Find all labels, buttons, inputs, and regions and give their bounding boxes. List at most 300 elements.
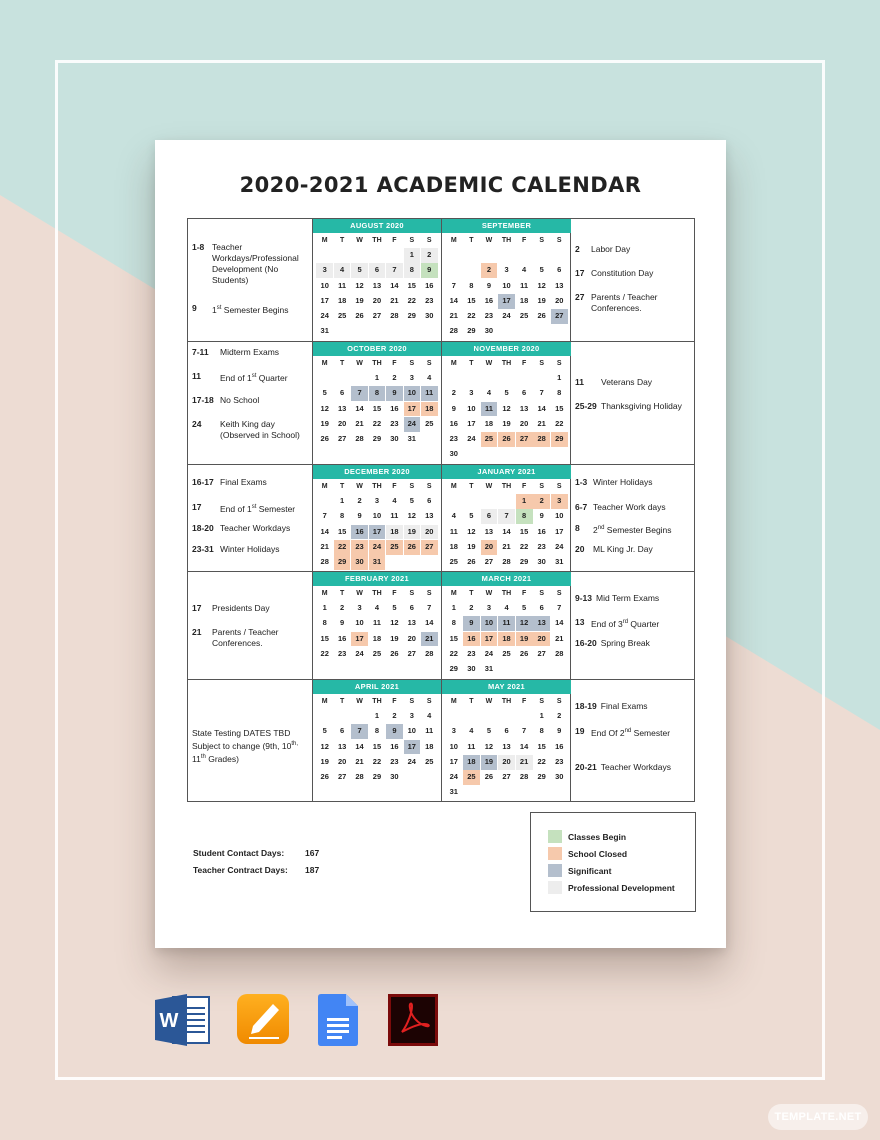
day-cell[interactable]: 16 <box>537 526 546 536</box>
day-cell[interactable]: 30 <box>555 772 564 782</box>
day-cell[interactable]: 12 <box>355 280 364 290</box>
day-cell[interactable]: 10 <box>372 511 382 521</box>
day-cell[interactable]: 17 <box>481 632 498 647</box>
day-cell[interactable]: 1 <box>404 248 421 263</box>
day-cell[interactable]: 26 <box>498 432 515 447</box>
day-cell[interactable]: 20 <box>519 418 529 428</box>
day-cell[interactable]: 6 <box>539 603 544 612</box>
day-cell[interactable]: 18 <box>498 632 515 647</box>
day-cell[interactable]: 1 <box>451 603 456 612</box>
day-cell[interactable]: 2 <box>357 496 362 505</box>
day-cell[interactable]: 11 <box>425 726 434 736</box>
day-cell[interactable]: 1 <box>374 711 380 720</box>
day-cell[interactable]: 14 <box>320 526 329 536</box>
day-cell[interactable]: 10 <box>481 616 498 631</box>
day-cell[interactable]: 14 <box>390 280 399 290</box>
day-cell[interactable]: 26 <box>390 648 399 658</box>
day-cell[interactable]: 20 <box>421 525 438 540</box>
day-cell[interactable]: 2 <box>392 373 397 382</box>
day-cell[interactable]: 28 <box>449 326 458 336</box>
day-cell[interactable]: 7 <box>557 603 562 612</box>
day-cell[interactable]: 16 <box>555 741 564 751</box>
day-cell[interactable]: 21 <box>537 418 546 428</box>
day-cell[interactable]: 9 <box>386 386 403 401</box>
day-cell[interactable]: 27 <box>407 648 416 658</box>
day-cell[interactable]: 16 <box>390 403 399 413</box>
day-cell[interactable]: 21 <box>555 633 564 643</box>
day-cell[interactable]: 10 <box>320 280 329 290</box>
day-cell[interactable]: 14 <box>519 741 529 751</box>
day-cell[interactable]: 29 <box>537 772 546 782</box>
day-cell[interactable]: 13 <box>484 526 494 536</box>
day-cell[interactable]: 16 <box>337 633 347 643</box>
day-cell[interactable]: 8 <box>451 618 456 628</box>
day-cell[interactable]: 29 <box>449 664 458 674</box>
day-cell[interactable]: 22 <box>372 756 382 766</box>
day-cell[interactable]: 27 <box>372 311 382 321</box>
day-cell[interactable]: 7 <box>351 386 368 401</box>
day-cell[interactable]: 29 <box>551 432 568 447</box>
day-cell[interactable]: 6 <box>340 726 345 736</box>
day-cell[interactable]: 18 <box>421 402 438 417</box>
day-cell[interactable]: 11 <box>467 741 476 751</box>
day-cell[interactable]: 5 <box>351 263 368 278</box>
day-cell[interactable]: 21 <box>421 632 438 647</box>
day-cell[interactable]: 29 <box>334 555 351 570</box>
day-cell[interactable]: 21 <box>355 418 364 428</box>
day-cell[interactable]: 15 <box>555 403 564 413</box>
day-cell[interactable]: 28 <box>533 432 550 447</box>
day-cell[interactable]: 27 <box>337 434 347 444</box>
day-cell[interactable]: 21 <box>320 541 329 551</box>
day-cell[interactable]: 14 <box>425 618 434 628</box>
day-cell[interactable]: 9 <box>463 616 480 631</box>
day-cell[interactable]: 10 <box>502 280 511 290</box>
day-cell[interactable]: 19 <box>404 525 421 540</box>
day-cell[interactable]: 8 <box>340 511 345 521</box>
day-cell[interactable]: 31 <box>407 434 416 444</box>
day-cell[interactable]: 12 <box>467 526 476 536</box>
day-cell[interactable]: 29 <box>372 772 382 782</box>
day-cell[interactable]: 24 <box>484 648 494 658</box>
day-cell[interactable]: 6 <box>557 265 562 275</box>
day-cell[interactable]: 5 <box>539 265 544 275</box>
day-cell[interactable]: 6 <box>481 509 498 524</box>
day-cell[interactable]: 3 <box>409 711 414 720</box>
day-cell[interactable]: 16 <box>484 295 494 305</box>
day-cell[interactable]: 6 <box>427 496 432 505</box>
day-cell[interactable]: 16 <box>390 741 399 751</box>
day-cell[interactable]: 16 <box>449 418 458 428</box>
day-cell[interactable]: 27 <box>537 648 546 658</box>
day-cell[interactable]: 15 <box>519 526 529 536</box>
day-cell[interactable]: 16 <box>463 632 480 647</box>
day-cell[interactable]: 2 <box>451 388 456 398</box>
day-cell[interactable]: 3 <box>486 603 492 612</box>
day-cell[interactable]: 22 <box>334 540 351 555</box>
day-cell[interactable]: 28 <box>519 772 529 782</box>
day-cell[interactable]: 3 <box>374 496 380 505</box>
day-cell[interactable]: 25 <box>425 418 434 428</box>
day-cell[interactable]: 22 <box>467 311 476 321</box>
day-cell[interactable]: 10 <box>407 726 416 736</box>
day-cell[interactable]: 16 <box>425 280 434 290</box>
day-cell[interactable]: 22 <box>449 648 458 658</box>
day-cell[interactable]: 8 <box>469 280 474 290</box>
day-cell[interactable]: 4 <box>427 373 432 382</box>
word-icon[interactable] <box>155 994 211 1046</box>
google-docs-icon[interactable] <box>318 994 360 1046</box>
day-cell[interactable]: 4 <box>486 388 492 398</box>
day-cell[interactable]: 30 <box>484 326 494 336</box>
day-cell[interactable]: 31 <box>369 555 386 570</box>
day-cell[interactable]: 30 <box>390 434 399 444</box>
day-cell[interactable]: 24 <box>320 311 329 321</box>
day-cell[interactable]: 20 <box>407 633 416 643</box>
day-cell[interactable]: 23 <box>484 311 494 321</box>
day-cell[interactable]: 23 <box>555 756 564 766</box>
day-cell[interactable]: 13 <box>502 741 511 751</box>
day-cell[interactable]: 19 <box>516 632 533 647</box>
day-cell[interactable]: 10 <box>555 511 564 521</box>
day-cell[interactable]: 20 <box>533 632 550 647</box>
day-cell[interactable]: 13 <box>337 403 347 413</box>
day-cell[interactable]: 30 <box>537 557 546 567</box>
day-cell[interactable]: 21 <box>355 756 364 766</box>
day-cell[interactable]: 5 <box>322 388 327 398</box>
day-cell[interactable]: 28 <box>355 434 364 444</box>
day-cell[interactable]: 30 <box>390 772 399 782</box>
day-cell[interactable]: 2 <box>469 603 474 612</box>
day-cell[interactable]: 27 <box>421 540 438 555</box>
day-cell[interactable]: 28 <box>390 311 399 321</box>
day-cell[interactable]: 23 <box>467 648 476 658</box>
day-cell[interactable]: 8 <box>539 726 544 736</box>
day-cell[interactable]: 11 <box>421 386 438 401</box>
day-cell[interactable]: 26 <box>320 434 329 444</box>
day-cell[interactable]: 6 <box>369 263 386 278</box>
day-cell[interactable]: 1 <box>374 373 380 382</box>
day-cell[interactable]: 20 <box>372 295 382 305</box>
day-cell[interactable]: 24 <box>369 540 386 555</box>
day-cell[interactable]: 15 <box>320 633 329 643</box>
day-cell[interactable]: 22 <box>407 295 416 305</box>
day-cell[interactable]: 20 <box>555 295 564 305</box>
day-cell[interactable]: 4 <box>451 511 456 521</box>
day-cell[interactable]: 12 <box>390 618 399 628</box>
day-cell[interactable]: 12 <box>502 403 511 413</box>
day-cell[interactable]: 27 <box>551 309 568 324</box>
day-cell[interactable]: 15 <box>407 280 416 290</box>
day-cell[interactable]: 4 <box>504 603 509 612</box>
day-cell[interactable]: 6 <box>522 388 527 398</box>
day-cell[interactable]: 8 <box>557 388 562 398</box>
day-cell[interactable]: 21 <box>516 755 533 770</box>
day-cell[interactable]: 27 <box>484 557 494 567</box>
day-cell[interactable]: 15 <box>449 633 458 643</box>
day-cell[interactable]: 5 <box>469 511 474 521</box>
day-cell[interactable]: 28 <box>320 557 329 567</box>
day-cell[interactable]: 1 <box>340 496 345 505</box>
day-cell[interactable]: 31 <box>555 557 564 567</box>
day-cell[interactable]: 15 <box>337 526 347 536</box>
day-cell[interactable]: 5 <box>486 726 492 736</box>
day-cell[interactable]: 19 <box>390 633 399 643</box>
day-cell[interactable]: 22 <box>372 418 382 428</box>
day-cell[interactable]: 4 <box>469 726 474 736</box>
day-cell[interactable]: 7 <box>522 726 527 736</box>
day-cell[interactable]: 18 <box>449 541 458 551</box>
day-cell[interactable]: 14 <box>555 618 564 628</box>
day-cell[interactable]: 8 <box>404 263 421 278</box>
day-cell[interactable]: 18 <box>463 755 480 770</box>
day-cell[interactable]: 20 <box>337 756 347 766</box>
day-cell[interactable]: 13 <box>425 511 434 521</box>
day-cell[interactable]: 13 <box>519 403 529 413</box>
day-cell[interactable]: 9 <box>557 726 562 736</box>
day-cell[interactable]: 25 <box>386 540 403 555</box>
day-cell[interactable]: 25 <box>337 311 347 321</box>
day-cell[interactable]: 26 <box>537 311 546 321</box>
day-cell[interactable]: 30 <box>351 555 368 570</box>
day-cell[interactable]: 22 <box>537 756 546 766</box>
day-cell[interactable]: 4 <box>522 265 527 275</box>
day-cell[interactable]: 2 <box>392 711 397 720</box>
day-cell[interactable]: 3 <box>316 263 333 278</box>
day-cell[interactable]: 2 <box>533 494 550 509</box>
day-cell[interactable]: 25 <box>519 311 529 321</box>
day-cell[interactable]: 3 <box>409 373 414 382</box>
day-cell[interactable]: 21 <box>449 311 458 321</box>
day-cell[interactable]: 23 <box>337 648 347 658</box>
day-cell[interactable]: 6 <box>340 388 345 398</box>
day-cell[interactable]: 31 <box>484 664 494 674</box>
day-cell[interactable]: 30 <box>467 664 476 674</box>
day-cell[interactable]: 25 <box>481 432 498 447</box>
day-cell[interactable]: 11 <box>520 280 529 290</box>
day-cell[interactable]: 3 <box>551 494 568 509</box>
day-cell[interactable]: 25 <box>372 648 382 658</box>
day-cell[interactable]: 17 <box>498 294 515 309</box>
day-cell[interactable]: 13 <box>533 616 550 631</box>
day-cell[interactable]: 9 <box>539 511 544 521</box>
day-cell[interactable]: 25 <box>502 648 511 658</box>
day-cell[interactable]: 31 <box>320 326 329 336</box>
day-cell[interactable]: 11 <box>481 402 498 417</box>
day-cell[interactable]: 28 <box>425 648 434 658</box>
day-cell[interactable]: 5 <box>522 603 527 612</box>
day-cell[interactable]: 28 <box>355 772 364 782</box>
day-cell[interactable]: 15 <box>537 741 546 751</box>
day-cell[interactable]: 15 <box>467 295 476 305</box>
day-cell[interactable]: 18 <box>372 633 382 643</box>
day-cell[interactable]: 17 <box>449 756 458 766</box>
day-cell[interactable]: 24 <box>355 648 364 658</box>
day-cell[interactable]: 23 <box>449 434 458 444</box>
day-cell[interactable]: 23 <box>425 295 434 305</box>
day-cell[interactable]: 7 <box>539 388 544 398</box>
day-cell[interactable]: 19 <box>537 295 546 305</box>
day-cell[interactable]: 24 <box>467 434 476 444</box>
day-cell[interactable]: 5 <box>392 603 397 612</box>
day-cell[interactable]: 23 <box>537 541 546 551</box>
day-cell[interactable]: 18 <box>519 295 529 305</box>
day-cell[interactable]: 11 <box>390 511 399 521</box>
day-cell[interactable]: 8 <box>374 726 380 736</box>
day-cell[interactable]: 17 <box>467 418 476 428</box>
day-cell[interactable]: 7 <box>351 724 368 739</box>
day-cell[interactable]: 2 <box>557 711 562 720</box>
day-cell[interactable]: 5 <box>504 388 509 398</box>
day-cell[interactable]: 10 <box>355 618 364 628</box>
day-cell[interactable]: 8 <box>516 509 533 524</box>
day-cell[interactable]: 21 <box>502 541 511 551</box>
day-cell[interactable]: 26 <box>484 772 494 782</box>
day-cell[interactable]: 29 <box>372 434 382 444</box>
day-cell[interactable]: 29 <box>407 311 416 321</box>
day-cell[interactable]: 3 <box>469 388 474 398</box>
day-cell[interactable]: 12 <box>320 741 329 751</box>
day-cell[interactable]: 31 <box>449 787 458 797</box>
day-cell[interactable]: 19 <box>502 418 511 428</box>
day-cell[interactable]: 7 <box>451 280 456 290</box>
day-cell[interactable]: 14 <box>537 403 546 413</box>
day-cell[interactable]: 7 <box>498 509 515 524</box>
day-cell[interactable]: 4 <box>427 711 432 720</box>
day-cell[interactable]: 22 <box>519 541 529 551</box>
day-cell[interactable]: 15 <box>372 741 382 751</box>
day-cell[interactable]: 15 <box>372 403 382 413</box>
day-cell[interactable]: 10 <box>449 741 458 751</box>
day-cell[interactable]: 2 <box>340 603 345 612</box>
day-cell[interactable]: 26 <box>320 772 329 782</box>
day-cell[interactable]: 9 <box>357 511 362 521</box>
day-cell[interactable]: 13 <box>337 741 347 751</box>
day-cell[interactable]: 3 <box>504 265 509 275</box>
day-cell[interactable]: 9 <box>486 280 492 290</box>
day-cell[interactable]: 13 <box>372 280 382 290</box>
day-cell[interactable]: 11 <box>373 618 381 628</box>
day-cell[interactable]: 29 <box>467 326 476 336</box>
day-cell[interactable]: 2 <box>421 248 438 263</box>
day-cell[interactable]: 16 <box>351 525 368 540</box>
day-cell[interactable]: 23 <box>390 756 399 766</box>
day-cell[interactable]: 20 <box>498 755 515 770</box>
day-cell[interactable]: 5 <box>409 496 414 505</box>
day-cell[interactable]: 21 <box>390 295 399 305</box>
day-cell[interactable]: 1 <box>516 494 533 509</box>
day-cell[interactable]: 19 <box>481 755 498 770</box>
day-cell[interactable]: 20 <box>481 540 498 555</box>
day-cell[interactable]: 14 <box>449 295 458 305</box>
day-cell[interactable]: 12 <box>516 616 533 631</box>
day-cell[interactable]: 13 <box>407 618 416 628</box>
day-cell[interactable]: 24 <box>407 756 416 766</box>
day-cell[interactable]: 7 <box>322 511 327 521</box>
day-cell[interactable]: 5 <box>322 726 327 736</box>
day-cell[interactable]: 26 <box>467 557 476 567</box>
day-cell[interactable]: 7 <box>427 603 432 612</box>
acrobat-icon[interactable] <box>388 994 438 1046</box>
day-cell[interactable]: 7 <box>386 263 403 278</box>
day-cell[interactable]: 18 <box>386 525 403 540</box>
day-cell[interactable]: 18 <box>425 741 434 751</box>
day-cell[interactable]: 19 <box>320 756 329 766</box>
day-cell[interactable]: 27 <box>502 772 511 782</box>
day-cell[interactable]: 30 <box>449 449 458 459</box>
day-cell[interactable]: 26 <box>519 648 529 658</box>
day-cell[interactable]: 3 <box>451 726 456 736</box>
day-cell[interactable]: 26 <box>355 311 364 321</box>
day-cell[interactable]: 29 <box>519 557 529 567</box>
day-cell[interactable]: 24 <box>555 541 564 551</box>
day-cell[interactable]: 12 <box>320 403 329 413</box>
day-cell[interactable]: 12 <box>484 741 494 751</box>
day-cell[interactable]: 27 <box>337 772 347 782</box>
day-cell[interactable]: 22 <box>320 648 329 658</box>
day-cell[interactable]: 1 <box>539 711 544 720</box>
day-cell[interactable]: 30 <box>425 311 434 321</box>
day-cell[interactable]: 9 <box>340 618 345 628</box>
day-cell[interactable]: 9 <box>451 403 456 413</box>
day-cell[interactable]: 17 <box>320 295 329 305</box>
day-cell[interactable]: 27 <box>516 432 533 447</box>
day-cell[interactable]: 17 <box>404 740 421 755</box>
day-cell[interactable]: 9 <box>386 724 403 739</box>
day-cell[interactable]: 24 <box>404 417 421 432</box>
day-cell[interactable]: 24 <box>449 772 458 782</box>
day-cell[interactable]: 19 <box>355 295 364 305</box>
day-cell[interactable]: 6 <box>504 726 509 736</box>
day-cell[interactable]: 17 <box>369 525 386 540</box>
pages-icon[interactable] <box>237 994 289 1046</box>
day-cell[interactable]: 25 <box>425 756 434 766</box>
day-cell[interactable]: 23 <box>351 540 368 555</box>
day-cell[interactable]: 20 <box>337 418 347 428</box>
day-cell[interactable]: 14 <box>355 403 364 413</box>
day-cell[interactable]: 12 <box>407 511 416 521</box>
day-cell[interactable]: 19 <box>320 418 329 428</box>
day-cell[interactable]: 28 <box>502 557 511 567</box>
day-cell[interactable]: 6 <box>409 603 414 612</box>
day-cell[interactable]: 25 <box>449 557 458 567</box>
day-cell[interactable]: 11 <box>498 616 515 631</box>
day-cell[interactable]: 18 <box>484 418 494 428</box>
day-cell[interactable]: 1 <box>557 373 562 382</box>
day-cell[interactable]: 25 <box>463 770 480 785</box>
day-cell[interactable]: 28 <box>555 648 564 658</box>
day-cell[interactable]: 14 <box>502 526 511 536</box>
day-cell[interactable]: 23 <box>390 418 399 428</box>
day-cell[interactable]: 4 <box>392 496 397 505</box>
day-cell[interactable]: 8 <box>322 618 327 628</box>
day-cell[interactable]: 10 <box>467 403 476 413</box>
day-cell[interactable]: 8 <box>369 386 386 401</box>
day-cell[interactable]: 4 <box>334 263 351 278</box>
day-cell[interactable]: 10 <box>404 386 421 401</box>
day-cell[interactable]: 19 <box>467 541 476 551</box>
day-cell[interactable]: 22 <box>555 418 564 428</box>
day-cell[interactable]: 26 <box>404 540 421 555</box>
day-cell[interactable]: 4 <box>374 603 380 612</box>
day-cell[interactable]: 1 <box>322 603 327 612</box>
day-cell[interactable]: 17 <box>404 402 421 417</box>
day-cell[interactable]: 11 <box>338 280 347 290</box>
day-cell[interactable]: 24 <box>502 311 511 321</box>
day-cell[interactable]: 3 <box>357 603 362 612</box>
day-cell[interactable]: 2 <box>481 263 498 278</box>
day-cell[interactable]: 11 <box>449 526 458 536</box>
